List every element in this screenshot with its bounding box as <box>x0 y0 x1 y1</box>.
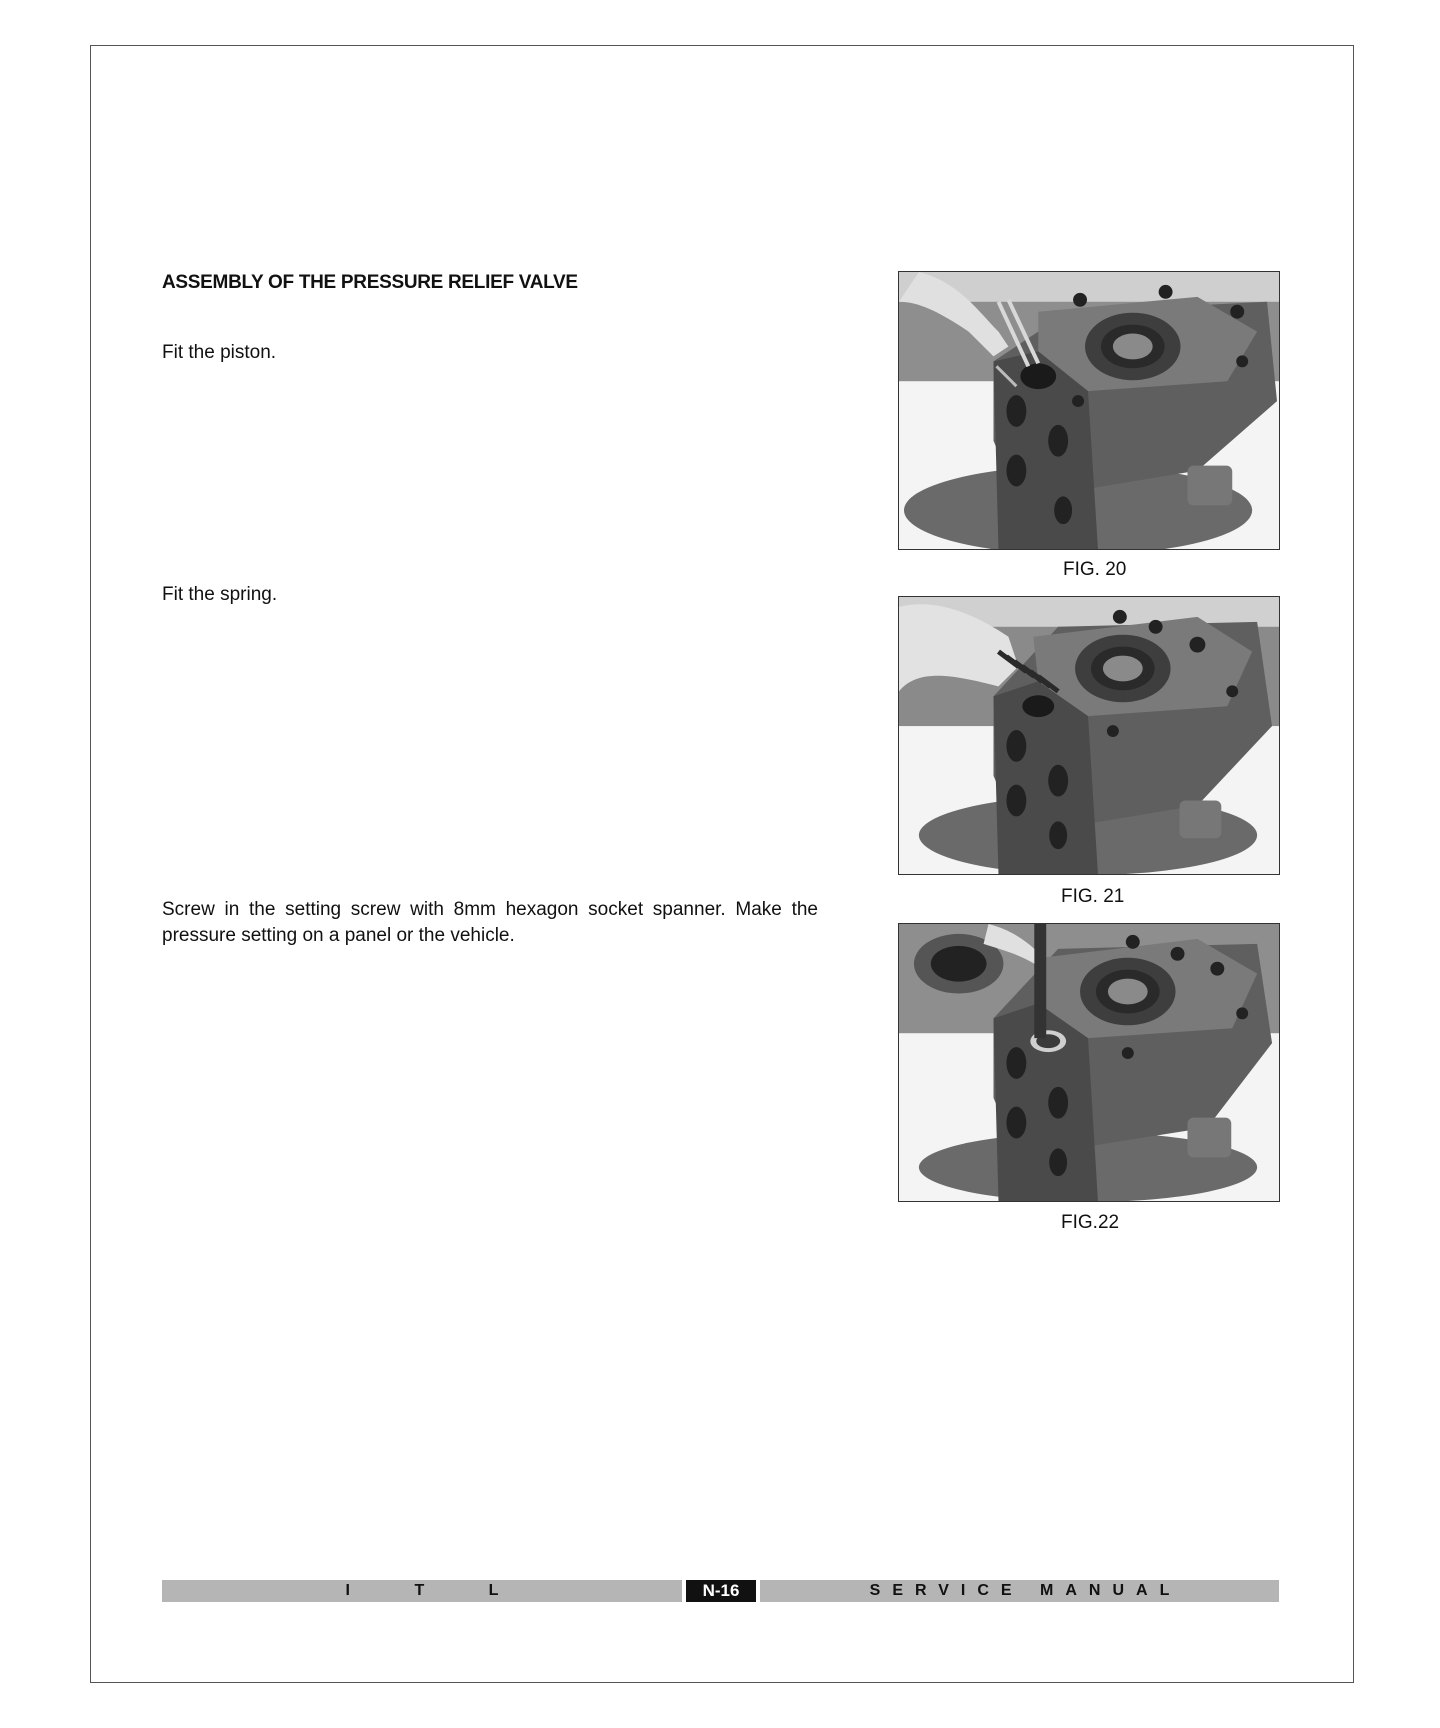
step-fit-piston: Fit the piston. <box>162 342 277 363</box>
footer-manual-bar <box>760 1580 1279 1602</box>
page-footer <box>162 1580 1279 1602</box>
figure-21-caption: FIG. 21 <box>1061 886 1125 907</box>
section-heading: ASSEMBLY OF THE PRESSURE RELIEF VALVE <box>162 272 578 293</box>
footer-company-bar <box>162 1580 682 1602</box>
figure-20-photo <box>898 271 1280 550</box>
valve-setting-screw-image <box>899 924 1279 1201</box>
step-setting-screw: Screw in the setting screw with 8mm hexagon socket spanner. Make the pressure setting on a panel or the vehicle. <box>162 899 818 946</box>
figure-20-caption: FIG. 20 <box>1063 559 1127 580</box>
footer-company: I T L <box>345 1582 529 1599</box>
figure-21-photo <box>898 596 1280 875</box>
footer-page-number: N-16 <box>686 1580 756 1602</box>
step-fit-spring: Fit the spring. <box>162 584 278 605</box>
figure-22-caption: FIG.22 <box>1061 1212 1120 1233</box>
valve-body-image <box>899 272 1279 549</box>
valve-spring-image <box>899 597 1279 874</box>
footer-manual-title: SERVICE MANUAL <box>869 1582 1182 1599</box>
figure-22-photo <box>898 923 1280 1202</box>
